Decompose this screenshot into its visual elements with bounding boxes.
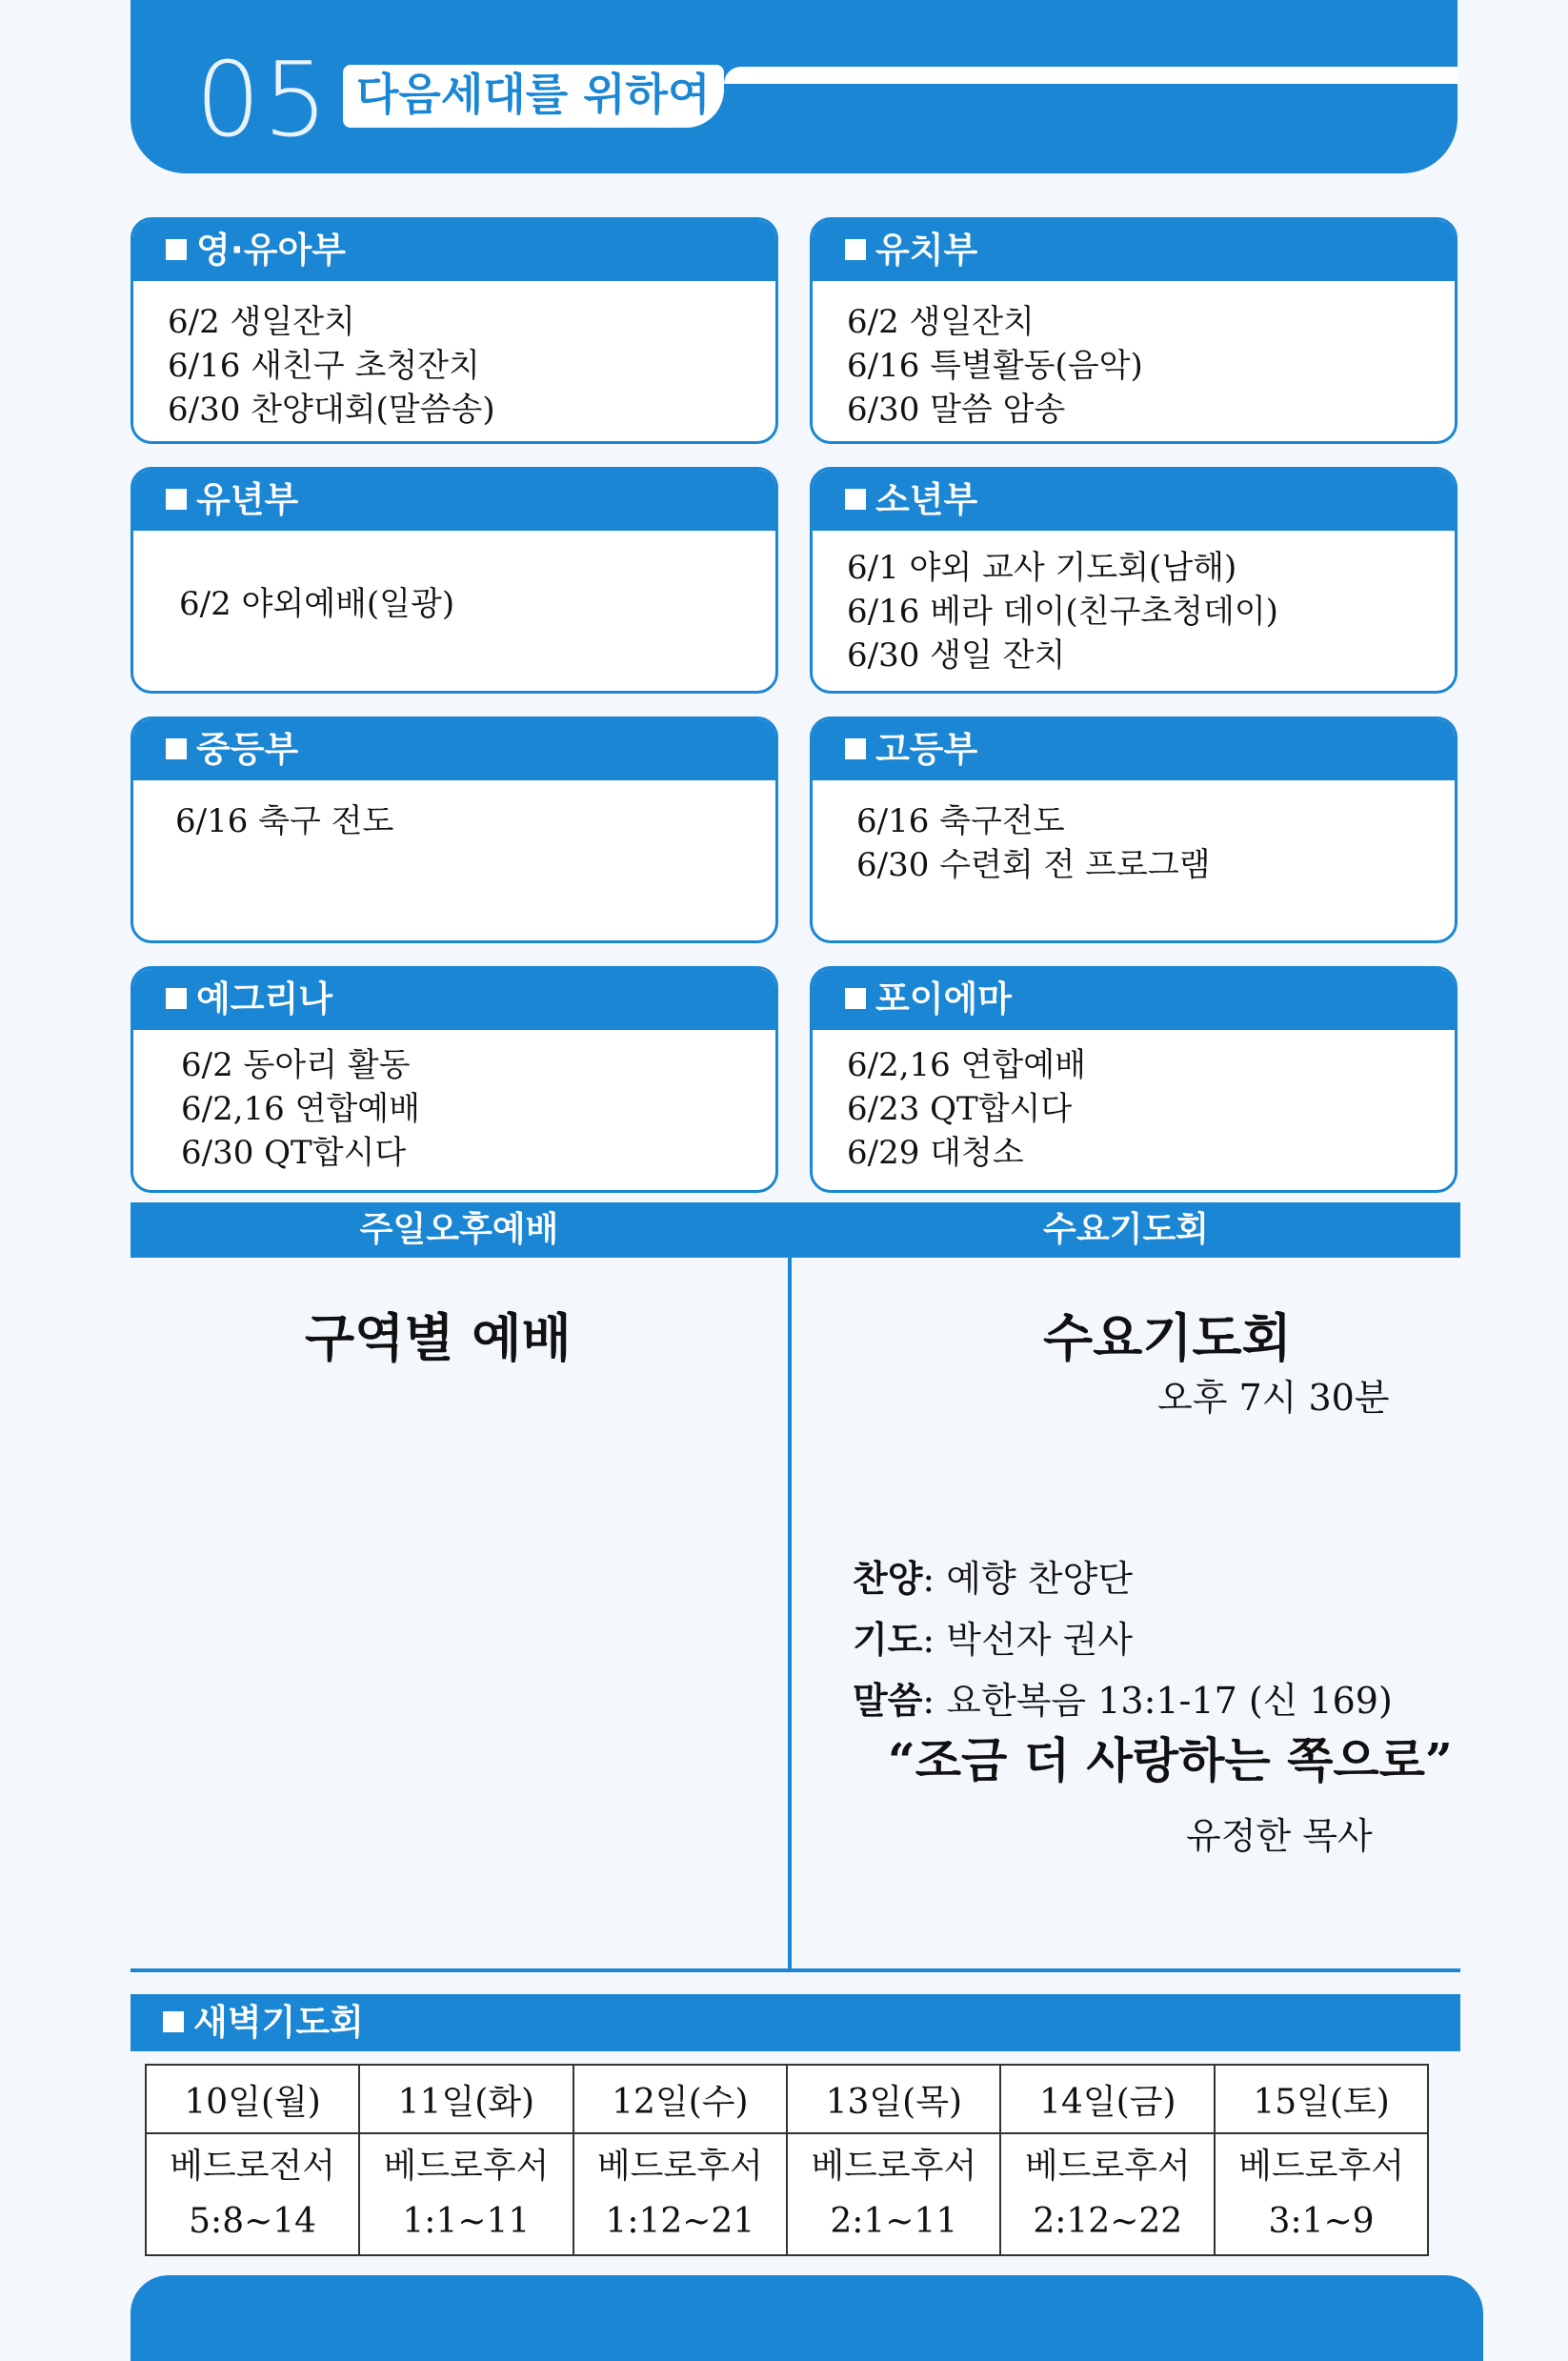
passage-verse: 1:12~21 — [605, 2202, 755, 2241]
dept-schedule — [133, 281, 775, 432]
schedule-line: 6/30 수련회 전 프로그램 — [856, 846, 1211, 884]
dept-card-header — [133, 969, 775, 1030]
sunday-afternoon-heading: 주일오후예배 — [131, 1202, 788, 1258]
dept-schedule — [133, 780, 775, 843]
dept-name: 유치부 — [875, 230, 978, 271]
passage-cell — [787, 2133, 1000, 2255]
schedule-line: 6/2,16 연합예배 — [181, 1090, 420, 1128]
wednesday-title: 수요기도회 — [1043, 1307, 1292, 1368]
footer-bar — [131, 2275, 1483, 2361]
square-bullet-icon — [166, 988, 187, 1009]
dept-card-infant — [131, 217, 778, 444]
schedule-line: 6/16 새친구 초청잔치 — [168, 347, 480, 385]
dept-name: 예그리나 — [196, 979, 332, 1019]
dept-name: 중등부 — [196, 729, 299, 770]
schedule-line: 6/30 말씀 암송 — [847, 391, 1066, 429]
passage-book: 베드로후서 — [811, 2147, 977, 2186]
schedule-line: 6/30 생일 잔치 — [847, 636, 1066, 675]
schedule-line: 6/16 특별활동(음악) — [847, 347, 1143, 385]
dept-card-header — [133, 470, 775, 531]
passage-book: 베드로전서 — [170, 2147, 336, 2186]
passage-verse: 2:1~11 — [830, 2202, 958, 2241]
schedule-line: 6/16 축구 전도 — [175, 802, 394, 840]
dept-name: 유년부 — [196, 479, 299, 520]
day-cell: 11일(화) — [359, 2065, 573, 2133]
dept-card-high-school — [810, 716, 1457, 943]
passage-book: 베드로후서 — [596, 2147, 763, 2186]
dawn-prayer-table — [145, 2064, 1429, 2256]
prayer-row — [853, 1610, 1133, 1663]
schedule-line: 6/30 찬양대회(말씀송) — [168, 391, 495, 429]
dept-card-yegrina — [131, 966, 778, 1193]
passage-cell — [1000, 2133, 1215, 2255]
dept-name: 포이에마 — [875, 979, 1012, 1019]
schedule-line: 6/2 생일잔치 — [168, 303, 355, 341]
day-cell: 13일(목) — [787, 2065, 1000, 2133]
table-row — [146, 2065, 1428, 2133]
sermon-label: 말씀 — [853, 1679, 923, 1722]
schedule-line: 6/2,16 연합예배 — [847, 1046, 1086, 1084]
square-bullet-icon — [845, 738, 866, 759]
table-row — [146, 2133, 1428, 2255]
dept-name: 영·유아부 — [196, 230, 347, 271]
square-bullet-icon — [166, 738, 187, 759]
schedule-line: 6/2 야외예배(일광) — [179, 585, 455, 623]
dawn-prayer-title: 새벽기도회 — [193, 2002, 364, 2043]
praise-label: 찬양 — [853, 1557, 923, 1600]
passage-verse: 3:1~9 — [1268, 2202, 1375, 2241]
sunday-afternoon-title: 구역별 예배 — [305, 1307, 572, 1368]
square-bullet-icon — [845, 988, 866, 1009]
square-bullet-icon — [166, 239, 187, 260]
dept-card-poiema — [810, 966, 1457, 1193]
schedule-line: 6/2 생일잔치 — [847, 303, 1035, 341]
square-bullet-icon — [166, 489, 187, 510]
square-bullet-icon — [845, 489, 866, 510]
schedule-line: 6/29 대청소 — [847, 1134, 1024, 1172]
dept-name: 고등부 — [875, 729, 978, 770]
column-divider — [788, 1202, 792, 1972]
passage-book: 베드로후서 — [383, 2147, 550, 2186]
schedule-line: 6/16 축구전도 — [856, 802, 1065, 840]
dept-card-header — [813, 220, 1455, 281]
praise-row — [853, 1549, 1133, 1602]
sermon-value: : 요한복음 13:1-17 (신 169) — [922, 1680, 1393, 1722]
passage-cell — [1215, 2133, 1428, 2255]
dept-schedule — [813, 1030, 1455, 1175]
day-cell: 14일(금) — [1000, 2065, 1215, 2133]
dept-name: 소년부 — [875, 479, 978, 520]
schedule-line: 6/23 QT합시다 — [847, 1090, 1073, 1128]
passage-verse: 2:12~22 — [1033, 2202, 1183, 2241]
section-divider — [131, 1968, 1460, 1972]
passage-verse: 5:8~14 — [189, 2202, 317, 2241]
prayer-value: : 박선자 권사 — [922, 1619, 1133, 1661]
praise-value: : 예향 찬양단 — [922, 1558, 1133, 1600]
square-bullet-icon — [163, 2011, 184, 2032]
dept-card-header — [813, 470, 1455, 531]
dept-card-header — [133, 220, 775, 281]
dept-card-kindergarten — [810, 217, 1457, 444]
dept-schedule — [813, 531, 1455, 677]
square-bullet-icon — [845, 239, 866, 260]
dept-card-children — [131, 467, 778, 694]
dept-schedule — [133, 531, 775, 626]
day-cell: 12일(수) — [573, 2065, 788, 2133]
dept-schedule — [813, 281, 1455, 432]
passage-book: 베드로후서 — [1024, 2147, 1191, 2186]
passage-verse: 1:1~11 — [402, 2202, 531, 2241]
passage-cell — [359, 2133, 573, 2255]
dept-card-header — [813, 969, 1455, 1030]
prayer-label: 기도 — [853, 1618, 923, 1661]
schedule-line: 6/2 동아리 활동 — [181, 1046, 411, 1084]
dept-card-middle-school — [131, 716, 778, 943]
day-cell: 15일(토) — [1215, 2065, 1428, 2133]
schedule-line: 6/1 야외 교사 기도회(남해) — [847, 549, 1237, 587]
dept-schedule — [813, 780, 1455, 887]
dept-card-header — [813, 719, 1455, 780]
dept-card-boys — [810, 467, 1457, 694]
sermon-title: “조금 더 사랑하는 쪽으로” — [888, 1732, 1453, 1788]
schedule-line: 6/30 QT합시다 — [181, 1134, 407, 1172]
preacher-name: 유정한 목사 — [1186, 1815, 1373, 1857]
wednesday-time: 오후 7시 30분 — [1157, 1377, 1390, 1419]
passage-book: 베드로후서 — [1238, 2147, 1404, 2186]
day-cell: 10일(월) — [146, 2065, 359, 2133]
dept-card-header — [133, 719, 775, 780]
sermon-row — [853, 1671, 1393, 1724]
wednesday-heading: 수요기도회 — [792, 1202, 1460, 1258]
section-number: 05 — [195, 41, 331, 160]
dept-schedule — [133, 1030, 775, 1175]
dawn-prayer-heading — [131, 1994, 1460, 2051]
section-title: 다음세대를 위하여 — [356, 69, 711, 120]
header-stripe — [724, 67, 1457, 84]
passage-cell — [146, 2133, 359, 2255]
schedule-line: 6/16 베라 데이(친구초청데이) — [847, 593, 1278, 631]
passage-cell — [573, 2133, 788, 2255]
